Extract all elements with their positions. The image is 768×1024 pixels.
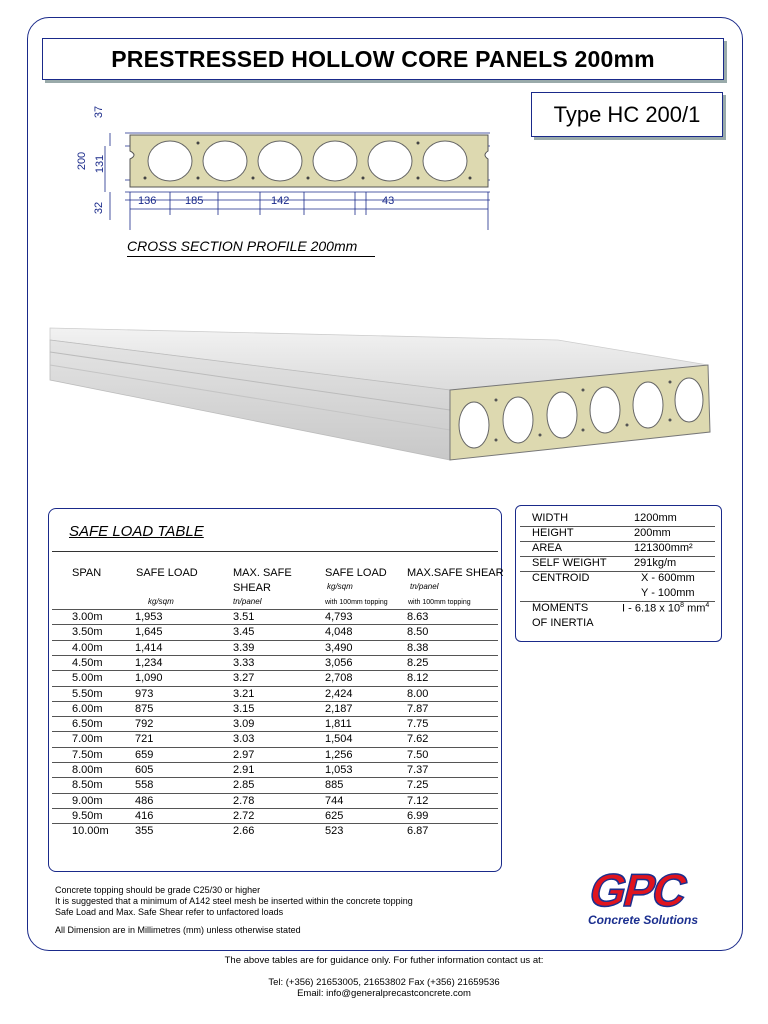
panel-3d-illustration: [38, 320, 728, 470]
dim-total: 200: [76, 151, 89, 171]
table-cell: 558: [135, 779, 154, 792]
table-cell: 6.50m: [72, 718, 103, 731]
table-row: [52, 655, 498, 671]
table-row: [52, 701, 498, 717]
table-cell: 2.78: [233, 794, 255, 807]
table-cell: 3.51: [233, 611, 255, 623]
table-row: [52, 808, 498, 824]
type-label: Type HC 200/1: [531, 92, 723, 137]
header-safe-load-topping: SAFE LOAD: [325, 567, 387, 579]
table-row: [52, 716, 498, 732]
table-cell: 6.87: [407, 825, 429, 838]
table-row: [52, 777, 498, 793]
table-cell: 3.03: [233, 733, 255, 746]
header-max-shear-topping: MAX.SAFE SHEAR: [407, 567, 504, 579]
table-cell: 3.39: [233, 641, 255, 654]
table-cell: 4.00m: [72, 641, 103, 654]
prop-weight-value: 291kg/m: [634, 557, 677, 569]
table-cell: 8.50m: [72, 779, 103, 792]
table-cell: 1,256: [325, 748, 353, 761]
table-cell: 3.33: [233, 656, 255, 669]
table-cell: 7.62: [407, 733, 429, 746]
header-safe-load: SAFE LOAD: [136, 567, 198, 579]
table-cell: 8.25: [407, 656, 429, 669]
table-cell: 2,187: [325, 702, 353, 715]
cross-section-drawing: [70, 95, 500, 245]
header-max-shear-2: SHEAR: [233, 582, 271, 594]
prop-width-label: WIDTH: [532, 512, 569, 524]
unit-safe-load: kg/sqm: [148, 597, 174, 606]
prop-height-value: 200mm: [634, 527, 671, 539]
table-cell: 1,053: [325, 764, 353, 776]
note-line: It is suggested that a minimum of A142 steel mesh be inserted within the concrete topping: [55, 896, 413, 906]
prop-moments-label-2: OF INERTIA: [532, 617, 594, 629]
table-cell: 355: [135, 825, 154, 838]
table-cell: 7.00m: [72, 733, 103, 746]
table-cell: 875: [135, 702, 154, 715]
table-cell: 1,090: [135, 672, 163, 685]
prop-weight-label: SELF WEIGHT: [532, 557, 607, 569]
notes: [55, 885, 413, 936]
safe-load-title: SAFE LOAD TABLE: [69, 523, 204, 540]
table-row: [52, 823, 498, 839]
dim-top: 37: [93, 105, 106, 119]
dim-core: 131: [94, 154, 107, 174]
table-cell: 8.50: [407, 626, 429, 639]
table-cell: 5.50m: [72, 687, 103, 700]
table-cell: 1,504: [325, 733, 353, 746]
table-cell: 7.87: [407, 702, 429, 715]
table-cell: 7.50: [407, 748, 429, 761]
table-cell: 2.72: [233, 809, 255, 822]
table-cell: 3.09: [233, 718, 255, 731]
prop-centroid-label: CENTROID: [532, 572, 590, 584]
table-cell: 5.00m: [72, 672, 103, 685]
prop-centroid-y: Y - 100mm: [641, 587, 695, 599]
prop-centroid-x: X - 600mm: [641, 572, 695, 584]
table-cell: 416: [135, 809, 154, 822]
table-cell: 7.50m: [72, 748, 103, 761]
table-cell: 9.00m: [72, 794, 103, 807]
table-cell: 2.66: [233, 825, 255, 838]
table-row: [52, 762, 498, 778]
caption-underline: [127, 256, 375, 257]
note-line: Concrete topping should be grade C25/30 or higher: [55, 885, 261, 895]
table-cell: 10.00m: [72, 825, 109, 838]
table-row: [52, 640, 498, 656]
prop-width-value: 1200mm: [634, 512, 677, 524]
table-cell: 8.12: [407, 672, 429, 685]
prop-height-label: HEIGHT: [532, 527, 574, 539]
table-row: [52, 747, 498, 763]
table-cell: 605: [135, 764, 154, 776]
table-row: [52, 793, 498, 809]
table-cell: 8.00m: [72, 764, 103, 776]
table-cell: 8.00: [407, 687, 429, 700]
table-cell: 523: [325, 825, 344, 838]
table-cell: 1,645: [135, 626, 163, 639]
cross-section-caption: CROSS SECTION PROFILE 200mm: [127, 238, 358, 254]
table-cell: 3,490: [325, 641, 353, 654]
table-cell: 4.50m: [72, 656, 103, 669]
table-cell: 8.63: [407, 611, 429, 623]
logo-tagline: Concrete Solutions: [588, 913, 699, 927]
prop-area-value: 121300mm²: [634, 542, 693, 554]
table-row: [52, 609, 498, 625]
table-cell: 7.37: [407, 764, 429, 776]
table-cell: 1,811: [325, 718, 352, 731]
header-max-shear-1: MAX. SAFE: [233, 567, 292, 579]
unit-max-shear: tn/panel: [233, 597, 262, 606]
table-cell: 1,414: [135, 641, 163, 654]
table-cell: 486: [135, 794, 154, 807]
table-cell: 3.21: [233, 687, 255, 700]
table-cell: 6.99: [407, 809, 429, 822]
topping-note-1: with 100mm topping: [325, 599, 388, 606]
unit-safe-load-topping: kg/sqm: [327, 582, 353, 591]
table-cell: 2.85: [233, 779, 255, 792]
note-line: Safe Load and Max. Safe Shear refer to unfactored loads: [55, 907, 284, 917]
table-cell: 2.91: [233, 764, 255, 776]
footer-guidance: The above tables are for guidance only. For futher information contact us at:: [224, 955, 544, 966]
dim-web: 43: [382, 195, 395, 207]
table-row: [52, 686, 498, 702]
table-cell: 2,708: [325, 672, 353, 685]
footer-email[interactable]: Email: info@generalprecastconcrete.com: [297, 988, 471, 999]
header-span: SPAN: [72, 567, 102, 579]
table-cell: 6.00m: [72, 702, 103, 715]
table-cell: 2,424: [325, 687, 353, 700]
dim-core-width: 142: [271, 195, 290, 207]
table-cell: 3.45: [233, 626, 255, 639]
table-cell: 792: [135, 718, 154, 731]
prop-area-label: AREA: [532, 542, 562, 554]
dim-pitch: 185: [185, 195, 204, 207]
note-line: All Dimension are in Millimetres (mm) unless otherwise stated: [55, 925, 301, 935]
table-cell: 721: [135, 733, 154, 746]
table-cell: 3,056: [325, 656, 353, 669]
title-divider: [52, 551, 498, 552]
table-cell: 3.27: [233, 672, 255, 685]
topping-note-2: with 100mm topping: [408, 599, 471, 606]
table-cell: 659: [135, 748, 154, 761]
table-cell: 744: [325, 794, 344, 807]
table-cell: 7.75: [407, 718, 429, 731]
prop-moments-value: I - 6.18 x $10^8$ $mm^4$: [622, 602, 710, 615]
dim-bottom: 32: [93, 201, 106, 215]
table-cell: 8.38: [407, 641, 429, 654]
table-cell: 4,793: [325, 611, 353, 623]
table-cell: 2.97: [233, 748, 255, 761]
page-title: PRESTRESSED HOLLOW CORE PANELS 200mm: [42, 38, 724, 80]
table-row: [52, 670, 498, 686]
prop-moments-label-1: MOMENTS: [532, 602, 589, 614]
footer-tel: Tel: (+356) 21653005, 21653802 Fax (+356) 21659536: [268, 977, 500, 988]
table-cell: 1,953: [135, 611, 163, 623]
table-row: [52, 731, 498, 747]
table-cell: 7.12: [407, 794, 429, 807]
table-cell: 1,234: [135, 656, 163, 669]
table-cell: 3.15: [233, 702, 255, 715]
table-cell: 885: [325, 779, 344, 792]
table-cell: 9.50m: [72, 809, 103, 822]
logo-letters: GPC: [584, 864, 691, 916]
table-cell: 7.25: [407, 779, 429, 792]
table-cell: 625: [325, 809, 344, 822]
table-cell: 4,048: [325, 626, 353, 639]
table-cell: 3.00m: [72, 611, 103, 623]
table-row: [52, 624, 498, 640]
table-cell: 973: [135, 687, 154, 700]
table-cell: 3.50m: [72, 626, 103, 639]
unit-max-shear-topping: tn/panel: [410, 582, 439, 591]
dim-edge: 136: [138, 195, 157, 207]
